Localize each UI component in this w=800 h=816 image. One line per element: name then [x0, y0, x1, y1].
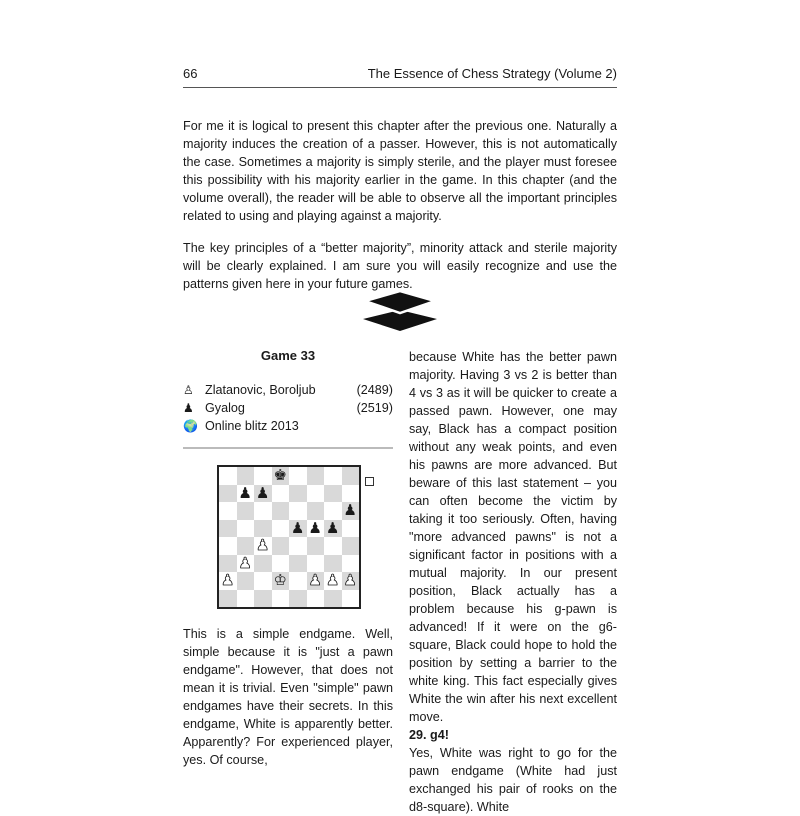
board-square-d3 [272, 555, 290, 573]
board-square-f6 [307, 502, 325, 520]
board-square-f3 [307, 555, 325, 573]
board-square-d7 [272, 485, 290, 503]
board-square-e2 [289, 572, 307, 590]
board-square-e8 [289, 467, 307, 485]
white-pawn-piece: ♟ [254, 537, 272, 555]
board-square-e3 [289, 555, 307, 573]
board-square-b1 [237, 590, 255, 608]
black-player-row [183, 399, 393, 417]
white-king-icon: ♔ [272, 572, 290, 590]
board-square-d1 [272, 590, 290, 608]
board-square-b2 [237, 572, 255, 590]
white-pawn-piece: ♟ [237, 555, 255, 573]
board-square-h7 [342, 485, 360, 503]
board-square-a1 [219, 590, 237, 608]
board-square-h4 [342, 537, 360, 555]
black-pawn-piece: ♟ [289, 520, 307, 538]
board-square-c6 [254, 502, 272, 520]
board-square-a6 [219, 502, 237, 520]
black-king-icon: ♚ [272, 467, 290, 485]
board-square-e1 [289, 590, 307, 608]
board-square-g1 [324, 590, 342, 608]
move-text: 29. g4! [409, 728, 449, 742]
board-square-h1 [342, 590, 360, 608]
board-square-f1 [307, 590, 325, 608]
board-square-g8 [324, 467, 342, 485]
black-player-name: Gyalog [205, 401, 245, 415]
header-rule [183, 87, 617, 88]
white-player-name: Zlatanovic, Boroljub [205, 383, 316, 397]
board-square-e7 [289, 485, 307, 503]
left-body-text: This is a simple endgame. Well, simple because it is "just a pawn endgame". However, that does not mean it is trivial. Even "simple" pawn endgames have their secrets. In this endgame, White is apparently better. Apparently? For experienced player, yes. Of course, [183, 627, 393, 767]
board-square-e4 [289, 537, 307, 555]
white-pawn-icon: ♙ [183, 383, 194, 397]
board-square-c5 [254, 520, 272, 538]
board-square-f8 [307, 467, 325, 485]
board-square-a7 [219, 485, 237, 503]
board-square-g6 [324, 502, 342, 520]
black-pawn-piece: ♟ [307, 520, 325, 538]
board-square-c3 [254, 555, 272, 573]
running-head: The Essence of Chess Strategy (Volume 2) [367, 66, 617, 81]
board-square-c2 [254, 572, 272, 590]
board-square-a4 [219, 537, 237, 555]
intro-paragraph-1: For me it is logical to present this chapter after the previous one. Naturally a majority induces the creation of a passer. However, this is not automatically the case. Sometimes a majority is simply sterile, and the player must foresee this possibility with his majority earlier in the game. In this chapter (and the volume overall), the reader will be able to observe all the important principles related to using and playing against a majority. [183, 119, 617, 223]
white-player-rating: (2489) [356, 383, 393, 397]
white-player-row [183, 381, 393, 399]
board-square-e6 [289, 502, 307, 520]
board-square-f7 [307, 485, 325, 503]
board-square-b4 [237, 537, 255, 555]
intro-paragraph-2: The key principles of a “better majority”, minority attack and sterile majority will be clearly explained. I am sure you will easily recognize and use the patterns given here in your future games. [183, 241, 617, 291]
event-row [183, 417, 393, 435]
board-square-f4 [307, 537, 325, 555]
board-square-b6 [237, 502, 255, 520]
board-square-g4 [324, 537, 342, 555]
game-title: Game 33 [260, 348, 316, 363]
right-paragraph-2: Yes, White was right to go for the pawn endgame (White had just exchanged his pair of rooks on the d8-square). White [409, 746, 617, 814]
board-square-d5 [272, 520, 290, 538]
event-name: Online blitz 2013 [205, 419, 299, 433]
chess-diagram [217, 465, 361, 609]
black-pawn-piece: ♟ [324, 520, 342, 538]
board-square-b5 [237, 520, 255, 538]
game-info-rule [183, 447, 393, 449]
white-pawn-piece: ♟ [342, 572, 360, 590]
black-pawn-icon: ♟ [183, 401, 194, 415]
white-to-move-indicator [365, 477, 374, 486]
white-pawn-piece: ♟ [324, 572, 342, 590]
white-pawn-piece: ♟ [219, 572, 237, 590]
board-square-d6 [272, 502, 290, 520]
board-square-h5 [342, 520, 360, 538]
right-paragraph-1: because White has the better pawn majority. Having 3 vs 2 is better than 4 vs 3 as it will be quicker to create a passed pawn. However, one may say, Black has a compact position without any weak points, and even his pawns are more advanced. But beware of this last statement – you can often become the victim by taking it too seriously. Often, having "more advanced pawns" is not a significant factor in positions with a mutual majority. In our present position, Black actually has a problem because his g-pawn is advanced! If it were on the g6-square, Black could hope to hold the position by setting a barrier to the white king. This fact especially gives White the win after his next excellent move. [409, 350, 617, 724]
board-square-a5 [219, 520, 237, 538]
board-square-b8 [237, 467, 255, 485]
globe-icon: 🌍 [183, 419, 198, 433]
board-square-g3 [324, 555, 342, 573]
black-pawn-piece: ♟ [254, 485, 272, 503]
black-player-rating: (2519) [356, 401, 393, 415]
board-square-h8 [342, 467, 360, 485]
black-pawn-piece: ♟ [237, 485, 255, 503]
chess-board [219, 467, 359, 607]
black-pawn-piece: ♟ [342, 502, 360, 520]
board-square-d4 [272, 537, 290, 555]
right-column [409, 348, 617, 816]
board-square-h3 [342, 555, 360, 573]
board-square-c1 [254, 590, 272, 608]
stacked-layers-icon [361, 288, 439, 334]
board-square-g7 [324, 485, 342, 503]
white-pawn-piece: ♟ [307, 572, 325, 590]
board-square-a3 [219, 555, 237, 573]
page-number: 66 [183, 66, 198, 81]
board-square-a8 [219, 467, 237, 485]
board-square-c8 [254, 467, 272, 485]
left-column [183, 348, 393, 769]
intro-text [183, 117, 617, 307]
